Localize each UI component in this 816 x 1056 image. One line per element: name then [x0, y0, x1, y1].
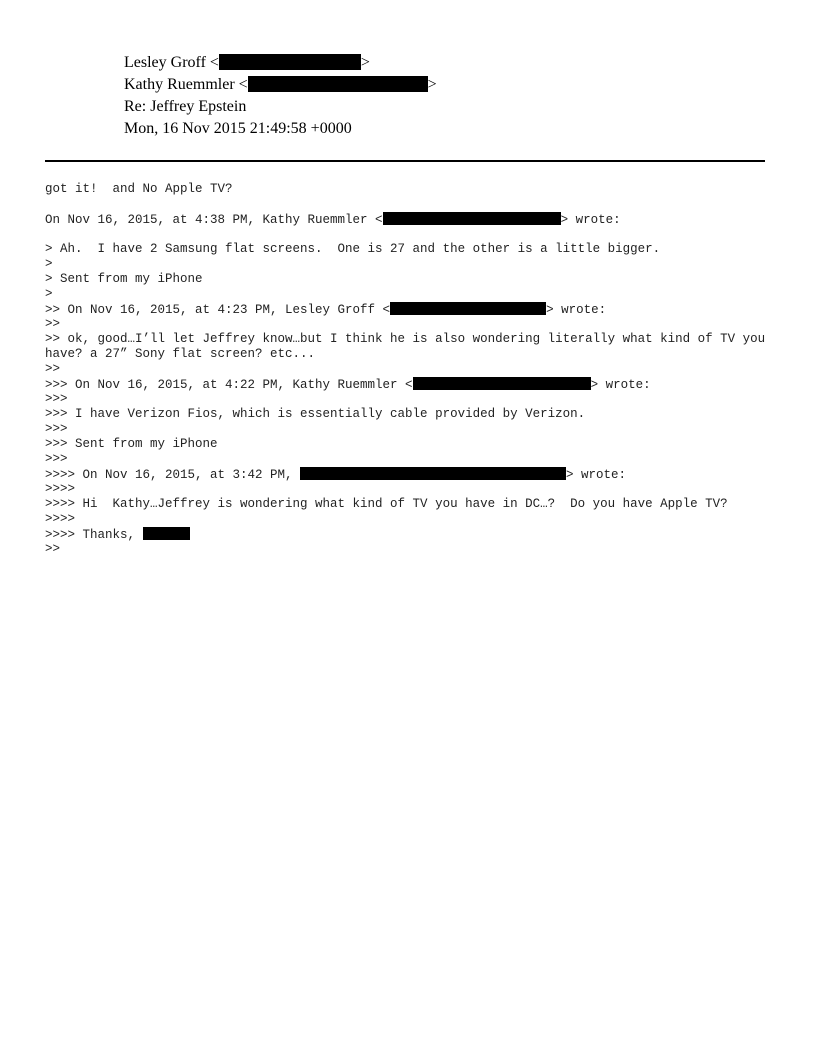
body-line: >>>>	[45, 482, 76, 496]
header-divider	[45, 160, 765, 162]
body-line: >>> Sent from my iPhone	[45, 437, 218, 451]
redaction-bar	[248, 76, 428, 92]
body-line: >>>	[45, 392, 68, 406]
signoff-text: >>>> Thanks,	[45, 528, 143, 542]
redaction-bar	[300, 467, 566, 480]
blank-line	[45, 197, 769, 212]
redaction-bar	[413, 377, 591, 390]
from-close: >	[360, 54, 370, 71]
body-line: >>	[45, 317, 61, 331]
quote-header	[45, 377, 769, 392]
quote-header-suffix: > wrote:	[590, 378, 651, 392]
quote-header	[45, 302, 769, 317]
body-line: > Ah. I have 2 Samsung flat screens. One is 27 and the other is a little bigger.	[45, 242, 661, 256]
subject-value: Re: Jeffrey Epstein	[124, 98, 247, 115]
body-line: >>> I have Verizon Fios, which is essentially cable provided by Verizon.	[45, 407, 586, 421]
redaction-bar	[143, 527, 190, 540]
redaction-bar	[383, 212, 561, 225]
from-value	[124, 52, 370, 74]
body-line: >	[45, 287, 53, 301]
body-line: > Sent from my iPhone	[45, 272, 203, 286]
body-line: >>>	[45, 422, 68, 436]
blank-line	[45, 227, 769, 242]
redaction-bar	[390, 302, 546, 315]
quote-header-text: >> On Nov 16, 2015, at 4:23 PM, Lesley Groff <	[45, 303, 391, 317]
body-line: >>	[45, 542, 61, 556]
to-value	[124, 74, 437, 96]
to-close: >	[427, 76, 437, 93]
email-body	[45, 182, 773, 557]
quote-header-text: >>>> On Nov 16, 2015, at 3:42 PM,	[45, 468, 301, 482]
body-line: >>	[45, 362, 61, 376]
from-name: Lesley Groff <	[124, 54, 219, 71]
body-line: >>>	[45, 452, 68, 466]
quote-header-suffix: > wrote:	[566, 468, 627, 482]
quote-header-text: >>> On Nov 16, 2015, at 4:22 PM, Kathy Ruemmler <	[45, 378, 413, 392]
body-line: >>>>	[45, 512, 76, 526]
signoff-line	[45, 527, 769, 542]
quote-header-suffix: > wrote:	[560, 213, 621, 227]
body-line: got it! and No Apple TV?	[45, 182, 233, 196]
quote-header-text: On Nov 16, 2015, at 4:38 PM, Kathy Ruemmler <	[45, 213, 383, 227]
body-line: >	[45, 257, 53, 271]
body-line: >> ok, good…I’ll let Jeffrey know…but I think he is also wondering literally what kind of TV you have? a 27” Sony flat screen? etc...	[45, 332, 773, 361]
body-line: >>>> Hi Kathy…Jeffrey is wondering what kind of TV you have in DC…? Do you have Apple TV?	[45, 497, 728, 511]
quote-header	[45, 467, 769, 482]
to-name: Kathy Ruemmler <	[124, 76, 248, 93]
quote-header-suffix: > wrote:	[546, 303, 607, 317]
date-value: Mon, 16 Nov 2015 21:49:58 +0000	[124, 120, 352, 137]
redaction-bar	[219, 54, 361, 70]
quote-header	[45, 212, 769, 227]
